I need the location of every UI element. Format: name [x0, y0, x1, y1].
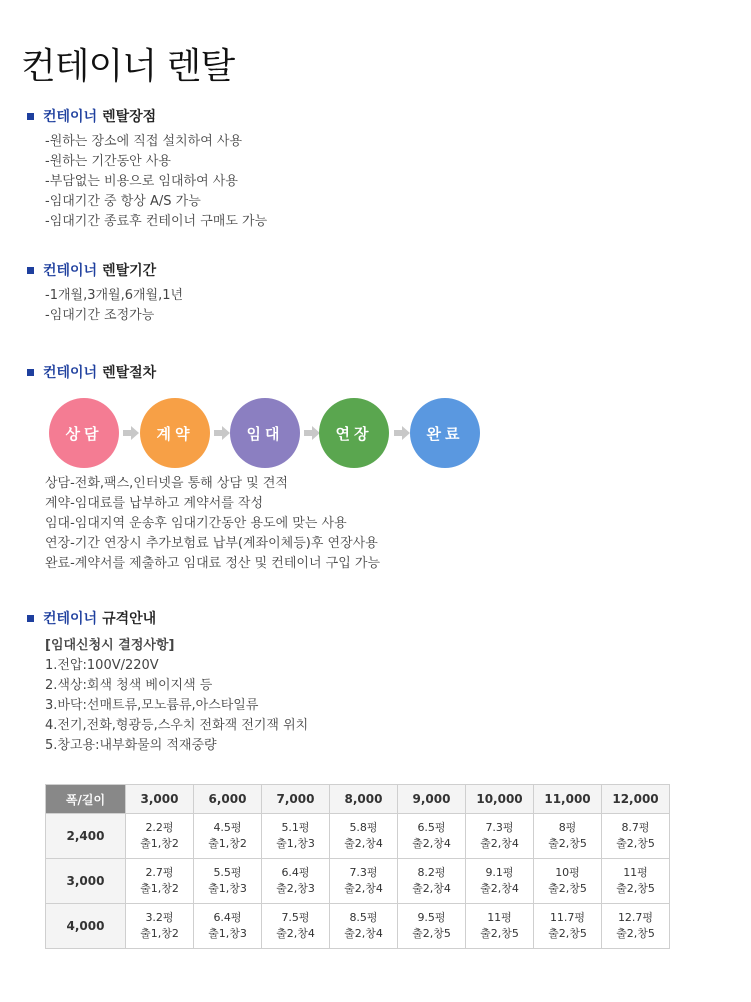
- table-cell: [534, 904, 602, 949]
- page-title: 컨테이너 렌탈: [21, 46, 235, 87]
- table-row: [46, 814, 670, 859]
- square-bullet-icon: [27, 267, 34, 274]
- cell-area: 8.7평: [621, 821, 650, 834]
- cell-openings: 출2,창5: [616, 837, 655, 850]
- table-cell: [330, 814, 398, 859]
- list-item: 계약-임대료를 납부하고 계약서를 작성: [45, 496, 264, 511]
- cell-openings: 출2,창4: [344, 837, 383, 850]
- cell-openings: 출1,창2: [140, 927, 179, 940]
- table-corner-header: 폭/길이: [46, 785, 126, 814]
- table-header-row: [46, 785, 670, 814]
- table-cell: [466, 859, 534, 904]
- list-item: 4.전기,전화,형광등,스우치 전화잭 전기잭 위치: [45, 718, 309, 733]
- table-cell: [398, 904, 466, 949]
- cell-openings: 출2,창4: [412, 837, 451, 850]
- table-cell: [466, 904, 534, 949]
- step-consult: 상담: [49, 398, 119, 468]
- cell-area: 2.2평: [145, 821, 174, 834]
- cell-openings: 출1,창3: [208, 882, 247, 895]
- cell-area: 10평: [555, 866, 580, 879]
- cell-openings: 출1,창3: [276, 837, 315, 850]
- cell-area: 7.3평: [485, 821, 514, 834]
- column-header: 12,000: [602, 785, 670, 814]
- table-cell: [194, 904, 262, 949]
- cell-openings: 출2,창5: [616, 882, 655, 895]
- cell-area: 2.7평: [145, 866, 174, 879]
- column-header: 11,000: [534, 785, 602, 814]
- cell-openings: 출2,창4: [480, 837, 519, 850]
- arrow-right-icon: [214, 426, 230, 440]
- table-cell: [602, 904, 670, 949]
- section-heading: [27, 106, 267, 126]
- list-item: 1.전압:100V/220V: [45, 658, 159, 673]
- list-item: 5.창고용:내부화물의 적재중량: [45, 738, 217, 753]
- list-item: 3.바닥:선매트류,모노륨류,아스타일류: [45, 698, 259, 713]
- table-cell: [534, 814, 602, 859]
- list-item: -임대기간 중 항상 A/S 가능: [45, 194, 201, 209]
- list-item: 연장-기간 연장시 추가보험료 납부(계좌이체등)후 연장사용: [45, 536, 378, 551]
- cell-area: 5.8평: [349, 821, 378, 834]
- table-cell: [194, 814, 262, 859]
- row-header: 4,000: [46, 904, 126, 949]
- cell-area: 7.5평: [281, 911, 310, 924]
- square-bullet-icon: [27, 369, 34, 376]
- step-extension: 연장: [319, 398, 389, 468]
- section-heading: [27, 608, 308, 628]
- cell-area: 12.7평: [617, 911, 654, 924]
- section-heading: [27, 260, 183, 280]
- spec-table: [45, 784, 670, 949]
- spec-list: [45, 636, 308, 756]
- heading-prefix: 컨테이너: [43, 109, 98, 125]
- procedure-steps: [49, 398, 489, 468]
- column-header: 10,000: [466, 785, 534, 814]
- cell-openings: 출2,창5: [548, 837, 587, 850]
- cell-openings: 출1,창2: [140, 882, 179, 895]
- table-cell: [602, 814, 670, 859]
- row-header: 3,000: [46, 859, 126, 904]
- column-header: 9,000: [398, 785, 466, 814]
- table-cell: [262, 814, 330, 859]
- section-procedure: [27, 362, 156, 382]
- list-item: 완료-계약서를 제출하고 임대료 정산 및 컨테이너 구입 가능: [45, 556, 381, 571]
- step-contract: 계약: [140, 398, 210, 468]
- cell-openings: 출2,창5: [480, 927, 519, 940]
- cell-area: 3.2평: [145, 911, 174, 924]
- list-item: -임대기간 조정가능: [45, 308, 155, 323]
- cell-openings: 출1,창2: [140, 837, 179, 850]
- procedure-list: [45, 474, 380, 574]
- table-cell: [262, 904, 330, 949]
- square-bullet-icon: [27, 113, 34, 120]
- table-cell: [534, 859, 602, 904]
- cell-openings: 출2,창5: [548, 927, 587, 940]
- section-advantages: [27, 106, 267, 232]
- table-cell: [330, 859, 398, 904]
- procedure-descriptions: [27, 474, 380, 574]
- cell-area: 11평: [623, 866, 648, 879]
- cell-openings: 출2,창4: [412, 882, 451, 895]
- cell-area: 8.5평: [349, 911, 378, 924]
- cell-area: 4.5평: [213, 821, 242, 834]
- cell-area: 9.1평: [485, 866, 514, 879]
- section-heading: [27, 362, 156, 382]
- cell-openings: 출2,창5: [548, 882, 587, 895]
- cell-area: 8평: [558, 821, 577, 834]
- cell-area: 6.5평: [417, 821, 446, 834]
- list-item: 임대-임대지역 운송후 임대기간동안 용도에 맞는 사용: [45, 516, 347, 531]
- cell-openings: 출1,창2: [208, 837, 247, 850]
- heading-suffix: 렌탈절차: [102, 365, 157, 381]
- cell-area: 6.4평: [281, 866, 310, 879]
- table-cell: [398, 814, 466, 859]
- arrow-right-icon: [123, 426, 139, 440]
- row-header: 2,400: [46, 814, 126, 859]
- cell-area: 9.5평: [417, 911, 446, 924]
- table-cell: [398, 859, 466, 904]
- table-cell: [126, 859, 194, 904]
- arrow-right-icon: [304, 426, 320, 440]
- cell-area: 11.7평: [549, 911, 586, 924]
- table-cell: [126, 904, 194, 949]
- list-item: -부담없는 비용으로 임대하여 사용: [45, 174, 238, 189]
- column-header: 6,000: [194, 785, 262, 814]
- table-row: [46, 859, 670, 904]
- list-item: 2.색상:회색 청색 베이지색 등: [45, 678, 213, 693]
- heading-suffix: 규격안내: [102, 611, 157, 627]
- cell-area: 6.4평: [213, 911, 242, 924]
- column-header: 7,000: [262, 785, 330, 814]
- cell-area: 5.5평: [213, 866, 242, 879]
- period-list: [45, 286, 183, 326]
- table-cell: [602, 859, 670, 904]
- heading-prefix: 컨테이너: [43, 365, 98, 381]
- table-cell: [262, 859, 330, 904]
- cell-area: 7.3평: [349, 866, 378, 879]
- cell-openings: 출2,창4: [344, 882, 383, 895]
- list-item: -원하는 장소에 직접 설치하여 사용: [45, 134, 243, 149]
- column-header: 8,000: [330, 785, 398, 814]
- heading-prefix: 컨테이너: [43, 263, 98, 279]
- arrow-right-icon: [394, 426, 410, 440]
- cell-area: 5.1평: [281, 821, 310, 834]
- list-item: -원하는 기간동안 사용: [45, 154, 171, 169]
- heading-suffix: 렌탈장점: [102, 109, 157, 125]
- square-bullet-icon: [27, 615, 34, 622]
- cell-area: 8.2평: [417, 866, 446, 879]
- section-period: [27, 260, 183, 326]
- cell-openings: 출2,창5: [616, 927, 655, 940]
- cell-openings: 출2,창3: [276, 882, 315, 895]
- cell-openings: 출2,창4: [344, 927, 383, 940]
- advantages-list: [45, 132, 267, 232]
- step-rental: 임대: [230, 398, 300, 468]
- section-spec: [27, 608, 308, 756]
- cell-openings: 출2,창4: [480, 882, 519, 895]
- column-header: 3,000: [126, 785, 194, 814]
- list-item: -임대기간 종료후 컨테이너 구매도 가능: [45, 214, 268, 229]
- spec-subtitle: [임대신청시 결정사항]: [45, 638, 175, 653]
- table-cell: [466, 814, 534, 859]
- cell-area: 11평: [487, 911, 512, 924]
- list-item: -1개월,3개월,6개월,1년: [45, 288, 184, 303]
- table-row: [46, 904, 670, 949]
- cell-openings: 출2,창5: [412, 927, 451, 940]
- heading-suffix: 렌탈기간: [102, 263, 157, 279]
- table-cell: [330, 904, 398, 949]
- table-cell: [126, 814, 194, 859]
- table-cell: [194, 859, 262, 904]
- heading-prefix: 컨테이너: [43, 611, 98, 627]
- list-item: 상담-전화,팩스,인터넷을 통해 상담 및 견적: [45, 476, 288, 491]
- cell-openings: 출2,창4: [276, 927, 315, 940]
- cell-openings: 출1,창3: [208, 927, 247, 940]
- step-complete: 완료: [410, 398, 480, 468]
